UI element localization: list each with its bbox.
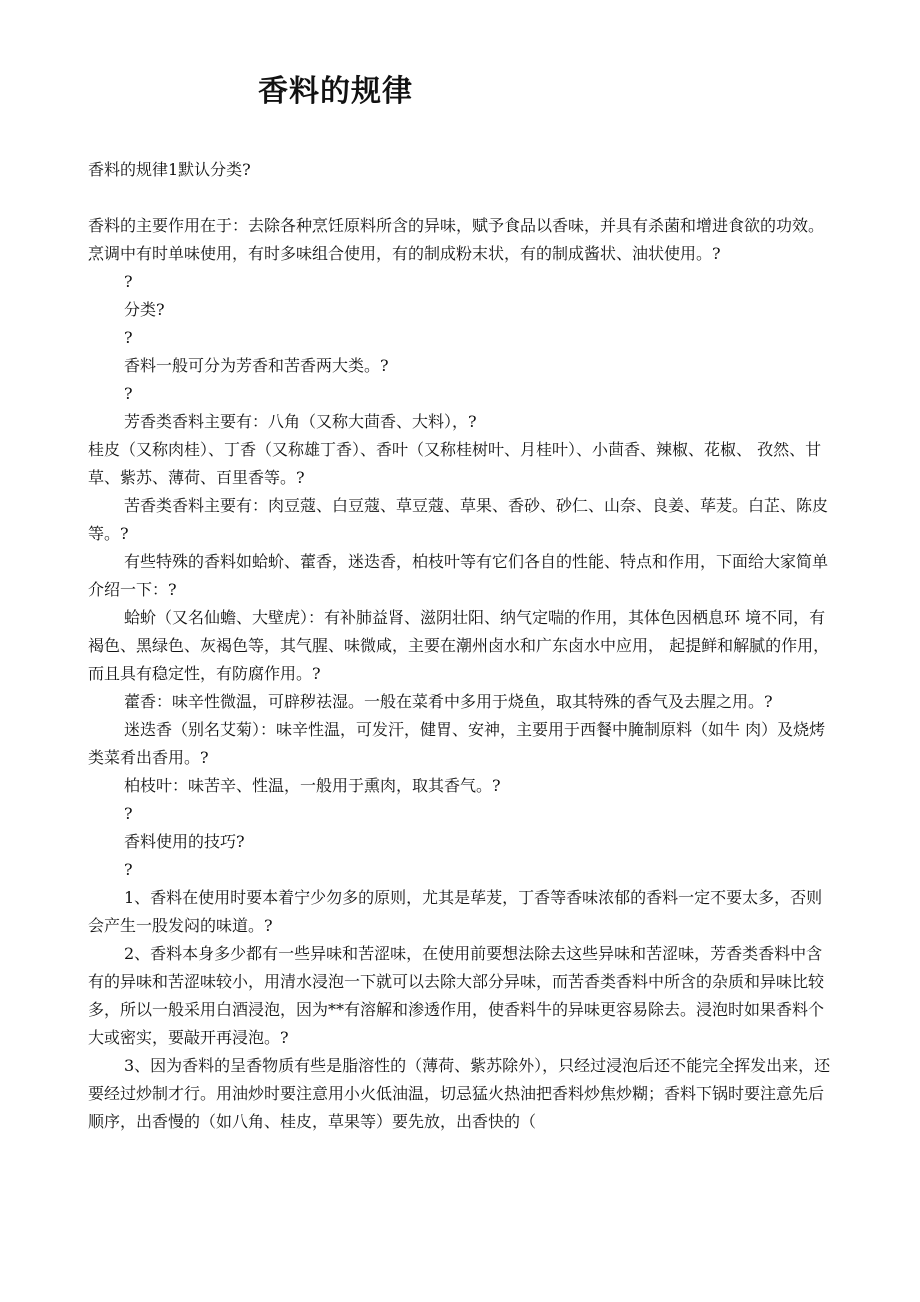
paragraph: 迷迭香（别名艾菊）：味辛性温，可发汗，健胃、安神，主要用于西餐中腌制原料（如牛 肉）及烧烤类菜肴出香用。? bbox=[88, 720, 826, 767]
paragraph: ? bbox=[124, 804, 133, 823]
document-subtitle: 香料的规律1默认分类? bbox=[88, 160, 251, 179]
paragraph: 1、香料在使用时要本着宁少勿多的原则，尤其是荜茇，丁香等香味浓郁的香料一定不要太多，否则会产生一股发闷的味道。? bbox=[88, 888, 823, 935]
paragraph: 桂皮（又称肉桂）、丁香（又称雄丁香）、香叶（又称桂树叶、月桂叶）、小茴香、辣椒、花椒、 孜然、甘草、紫苏、薄荷、百里香等。? bbox=[88, 440, 822, 487]
paragraph: ? bbox=[124, 860, 133, 879]
paragraph: 香料一般可分为芳香和苦香两大类。? bbox=[124, 356, 389, 375]
paragraph: 藿香：味辛性微温，可辟秽祛湿。一般在菜肴中多用于烧鱼，取其特殊的香气及去腥之用。? bbox=[124, 692, 773, 711]
paragraph: ? bbox=[124, 328, 133, 347]
paragraph: 香料使用的技巧? bbox=[124, 832, 245, 851]
document-title: 香料的规律 bbox=[258, 74, 413, 109]
paragraph: 柏枝叶：味苦辛、性温，一般用于熏肉，取其香气。? bbox=[124, 776, 501, 795]
paragraph: 3、因为香料的呈香物质有些是脂溶性的（薄荷、紫苏除外），只经过浸泡后还不能完全挥发出来，还要经过炒制才行。用油炒时要注意用小火低油温，切忌猛火热油把香料炒焦炒糊；香料下锅时要注意先后顺序，出香慢的（如八角、桂皮，草果等）要先放，出香快的（ bbox=[88, 1056, 831, 1131]
paragraph: ? bbox=[124, 272, 133, 291]
document-body bbox=[88, 156, 832, 1136]
paragraph: 分类? bbox=[124, 300, 165, 319]
paragraph: 蛤蚧（又名仙蟾、大壁虎）：有补肺益肾、滋阴壮阳、纳气定喘的作用，其体色因栖息环 境不同，有褐色、黑绿色、灰褐色等，其气腥、味微咸，主要在潮州卤水和广东卤水中应用， 起提鲜和解腻的作用，而且具有稳定性，有防腐作用。? bbox=[88, 608, 830, 683]
paragraph-list bbox=[88, 212, 832, 1136]
paragraph: ? bbox=[124, 384, 133, 403]
paragraph: 芳香类香料主要有：八角（又称大茴香、大料），? bbox=[124, 412, 477, 431]
paragraph: 苦香类香料主要有：肉豆蔻、白豆蔻、草豆蔻、草果、香砂、砂仁、山奈、良姜、荜茇。白芷、陈皮等。? bbox=[88, 496, 829, 543]
paragraph: 有些特殊的香料如蛤蚧、藿香，迷迭香，柏枝叶等有它们各自的性能、特点和作用，下面给大家简单介绍一下：? bbox=[88, 552, 829, 599]
paragraph: 香料的主要作用在于：去除各种烹饪原料所含的异味，赋予食品以香味，并具有杀菌和增进食欲的功效。烹调中有时单味使用，有时多味组合使用，有的制成粉末状，有的制成酱状、油状使用。? bbox=[88, 216, 825, 263]
paragraph: 2、香料本身多少都有一些异味和苦涩味，在使用前要想法除去这些异味和苦涩味，芳香类香料中含有的异味和苦涩味较小，用清水浸泡一下就可以去除大部分异味，而苦香类香料中所含的杂质和异味比较多，所以一般采用白酒浸泡，因为**有溶解和渗透作用，使香料牛的异味更容易除去。浸泡时如果香料个大或密实，要敲开再浸泡。? bbox=[88, 944, 825, 1047]
